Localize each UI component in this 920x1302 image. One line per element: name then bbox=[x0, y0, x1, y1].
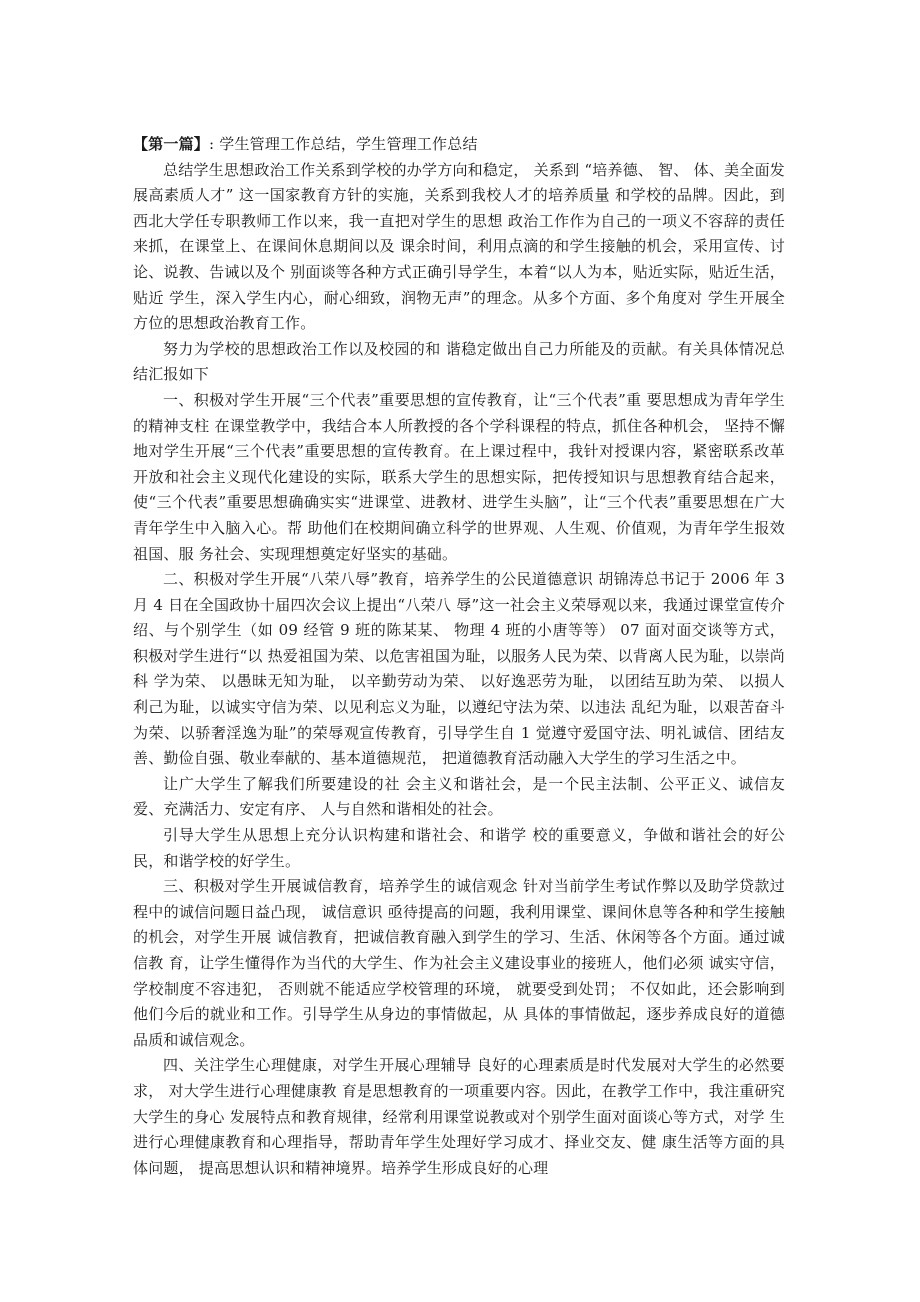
paragraph-section-three: 三、积极对学生开展诚信教育，培养学生的诚信观念 针对当前学生考试作弊以及助学贷款过程中的诚信问题日益凸现， 诚信意识 亟待提高的问题，我利用课堂、课间休息等各种和学生接触的机会，对学生开展 诚信教育，把诚信教育融入到学生的学习、生活、休闲等各个方面。通过诚信教 育，让学生懂得作为当代的大学生、作为社会主义建设事业的接班人，他们必须 诚实守信， 学校制度不容违犯， 否则就不能适应学校管理的环境， 就要受到处罚； 不仅如此，还会影响到他们今后的就业和工作。引导学生从身边的事情做起，从 具体的事情做起，逐步养成良好的道德品质和诚信观念。 bbox=[133, 877, 785, 1049]
paragraph-section-two: 二、积极对学生开展“八荣八辱”教育，培养学生的公民道德意识 胡锦涛总书记于 2006 年 3 月 4 日在全国政协十届四次会议上提出“八荣八 辱”这一社会主义荣辱观以来，我通过课堂宣传介绍、与个别学生（如 09 经管 9 班的陈某某、 物理 4 班的小唐等等） 07 面对面交谈等方式， 积极对学生进行“以 热爱祖国为荣、以危害祖国为耻，以服务人民为荣、以背离人民为耻，以崇尚科 学为荣、 以愚昧无知为耻， 以辛勤劳动为荣、 以好逸恶劳为耻， 以团结互助为荣、 以损人利己为耻，以诚实守信为荣、以见利忘义为耻，以遵纪守法为荣、以违法 乱纪为耻，以艰苦奋斗为荣、以骄奢淫逸为耻”的荣辱观宣传教育，引导学生自 1 觉遵守爱国守法、明礼诚信、团结友善、勤俭自强、敬业奉献的、基本道德规范， 把道德教育活动融入大学生的学习生活之中。 bbox=[133, 570, 785, 768]
document-heading bbox=[133, 132, 785, 158]
document-page bbox=[133, 132, 785, 1181]
paragraph-intro: 总结学生思想政治工作关系到学校的办学方向和稳定， 关系到 “培养德、 智、 体、美全面发展高素质人才” 这一国家教育方针的实施，关系到我校人才的培养质量 和学校的品牌。因此，到西北大学任专职教师工作以来，我一直把对学生的思想 政治工作作为自己的一项义不容辞的责任来抓，在课堂上、在课间休息期间以及 课余时间，利用点滴的和学生接触的机会，采用宣传、讨论、说教、告诫以及个 别面谈等各种方式正确引导学生，本着“以人为本，贴近实际，贴近生活，贴近 学生，深入学生内心，耐心细致，润物无声”的理念。从多个方面、多个角度对 学生开展全方位的思想政治教育工作。 bbox=[133, 160, 785, 333]
paragraph-harmonious-society: 让广大学生了解我们所要建设的社 会主义和谐社会，是一个民主法制、公平正义、诚信友爱、充满活力、安定有序、 人与自然和谐相处的社会。 bbox=[133, 774, 785, 819]
paragraph-summary-lead: 努力为学校的思想政治工作以及校园的和 谐稳定做出自己力所能及的贡献。有关具体情况总结汇报如下 bbox=[133, 339, 785, 384]
paragraph-section-one: 一、积极对学生开展“三个代表”重要思想的宣传教育，让“三个代表”重 要思想成为青年学生的精神支柱 在课堂教学中，我结合本人所教授的各个学科课程的特点，抓住各种机会， 坚持不懈地对学生开展“三个代表”重要思想的宣传教育。在上课过程中，我针对授课内容，紧密联系改革开放和社会主义现代化建设的实际，联系大学生的思想实际，把传授知识与思想教育结合起来，使“三个代表”重要思想确确实实“进课堂、进教材、进学生头脑”，让“三个代表”重要思想在广大青年学生中入脑入心。帮 助他们在校期间确立科学的世界观、人生观、价值观，为青年学生报效祖国、服 务社会、实现理想奠定好坚实的基础。 bbox=[133, 390, 785, 563]
paragraph-harmonious-school: 引导大学生从思想上充分认识构建和谐社会、和谐学 校的重要意义，争做和谐社会的好公民，和谐学校的好学生。 bbox=[133, 826, 785, 870]
heading-bracket: 【第一篇】 bbox=[133, 135, 210, 153]
heading-title: : 学生管理工作总结，学生管理工作总结 bbox=[209, 135, 478, 153]
paragraph-section-four: 四、关注学生心理健康，对学生开展心理辅导 良好的心理素质是时代发展对大学生的必然要求， 对大学生进行心理健康教 育是思想教育的一项重要内容。因此，在教学工作中，我注重研究大学生的身心 发展特点和教育规律，经常利用课堂说教或对个别学生面对面谈心等方式，对学 生进行心理健康教育和心理指导，帮助青年学生处理好学习成才、择业交友、健 康生活等方面的具体问题， 提高思想认识和精神境界。培养学生形成良好的心理 bbox=[133, 1056, 785, 1177]
